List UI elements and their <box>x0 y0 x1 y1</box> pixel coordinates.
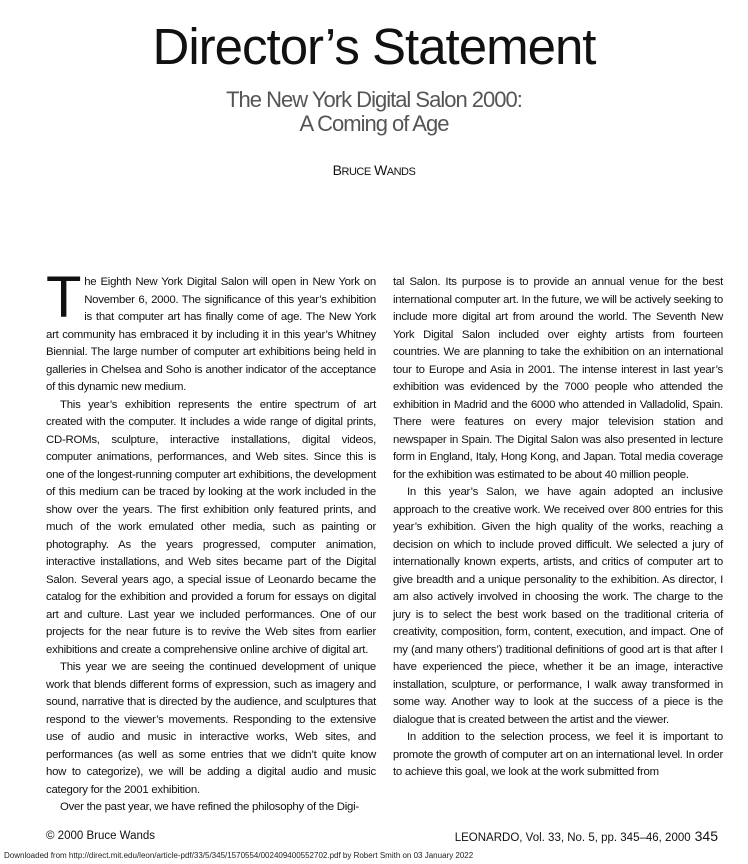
subtitle-line-1: The New York Digital Salon 2000: <box>226 87 522 112</box>
paragraph-2: This year’s exhibition represents the entire spectrum of art created with the computer. It includes a wide range of digital prints, CD-ROMs, sculpture, interactive installations, digital videos, computer animations, performances, and Web sites. Since this is one of the longest-running computer art exhibitions, the development of this medium can be traced by looking at the work included in the show over the years. The first exhibition only featured prints, and much of the work emulated other media, such as painting or photography. As the years progressed, computer animation, interactive installations, and Web sites became part of the Digital Salon. Several years ago, a special issue of Leonardo became the catalog for the exhibition and provided a forum for essays on digital art and culture. Last year we included performances. One of our projects for the near future is to revive the Web sites from earlier exhibitions and create a comprehensive online archive of digital art. <box>46 398 376 656</box>
paragraph-5: In this year’s Salon, we have again adopted an inclusive approach to the creative work. We received over 800 entries for this year’s exhibition. Given the high quality of the works, reaching a decision on which to include proved difficult. We selected a jury of internationally known experts, artists, and critics of computer art to give breadth and a unique personality to the exhibition. As director, I am also actively involved in choosing the work. The charge to the jury is to select the best work based on the traditional criteria of creativity, composition, form, content, execution, and impact. One of my (and many others’) traditional definitions of good art is that after I have experienced the piece, whether it be an image, interactive installation, sculpture, or performance, I walk away transformed in some way. Another way to look at the success of a piece is the dialogue that is created between the artist and the viewer. <box>393 486 723 726</box>
author-initial-first: B <box>332 162 342 178</box>
author-name <box>0 162 748 178</box>
page-title: Director’s Statement <box>152 18 596 75</box>
body-column-left <box>46 265 376 817</box>
copyright-notice: © 2000 Bruce Wands <box>46 830 156 842</box>
page-number: 345 <box>694 828 718 844</box>
citation-text: LEONARDO, Vol. 33, No. 5, pp. 345–46, 2000 <box>454 832 691 844</box>
paragraph-3: This year we are seeing the continued development of unique work that blends different forms of expression, such as imagery and sound, narrative that is directed by the audience, and sculptures that respond to the viewer’s movements. Responding to the extensive use of audio and music in interactive works, Web sites, and performances (as well as some entries that we didn’t quite know how to categorize), we will be adding a digital audio and music category for the 2001 exhibition. <box>46 661 376 796</box>
author-last-rest: ANDS <box>386 166 416 178</box>
paragraph-6: In addition to the selection process, we feel it is important to promote the growth of computer art on an international level. In order to achieve this goal, we look at the work submitted from <box>393 731 723 778</box>
paragraph-4: Over the past year, we have refined the philosophy of the Digi- <box>60 801 359 813</box>
drop-cap: T <box>46 265 82 330</box>
subtitle-line-2: A Coming of Age <box>299 111 449 137</box>
body-column-right <box>393 274 723 782</box>
paragraph-1-text: he Eighth New York Digital Salon will open in New York on November 6, 2000. The significance of this year’s exhibition is that computer art has finally come of age. The New York art community has embraced it by including it in this year’s Whitney Biennial. The large number of computer art exhibitions being held in galleries in Chelsea and Soho is another indicator of the acceptance of this dynamic new medium. <box>46 276 376 393</box>
journal-citation <box>455 828 718 844</box>
author-initial-last: W <box>374 162 387 178</box>
subtitle <box>0 88 748 136</box>
author-first-rest: RUCE <box>341 166 371 178</box>
paragraph-4-continued: tal Salon. Its purpose is to provide an annual venue for the best international computer art. In the future, we will be actively seeking to include more digital art from around the world. The Seventh New York Digital Salon included over eighty artists from fourteen countries. We are planning to take the exhibition on an international tour to Europe and Asia in 2001. The intense interest in last year’s exhibition was evidenced by the 7000 people who attended the exhibition in Madrid and the 6000 who attended in Valladolid, Spain. There were features on every major television station and newspaper in Spain. The Digital Salon was also presented in lecture form in England, Italy, Hong Kong, and Japan. Total media coverage for the exhibition was estimated to be about 40 million people. <box>393 276 723 481</box>
paragraph-1 <box>46 265 376 397</box>
download-note: Downloaded from http://direct.mit.edu/leon/article-pdf/33/5/345/1570554/002409400552702.pdf by Robert Smith on 03 January 2022 <box>4 851 474 860</box>
